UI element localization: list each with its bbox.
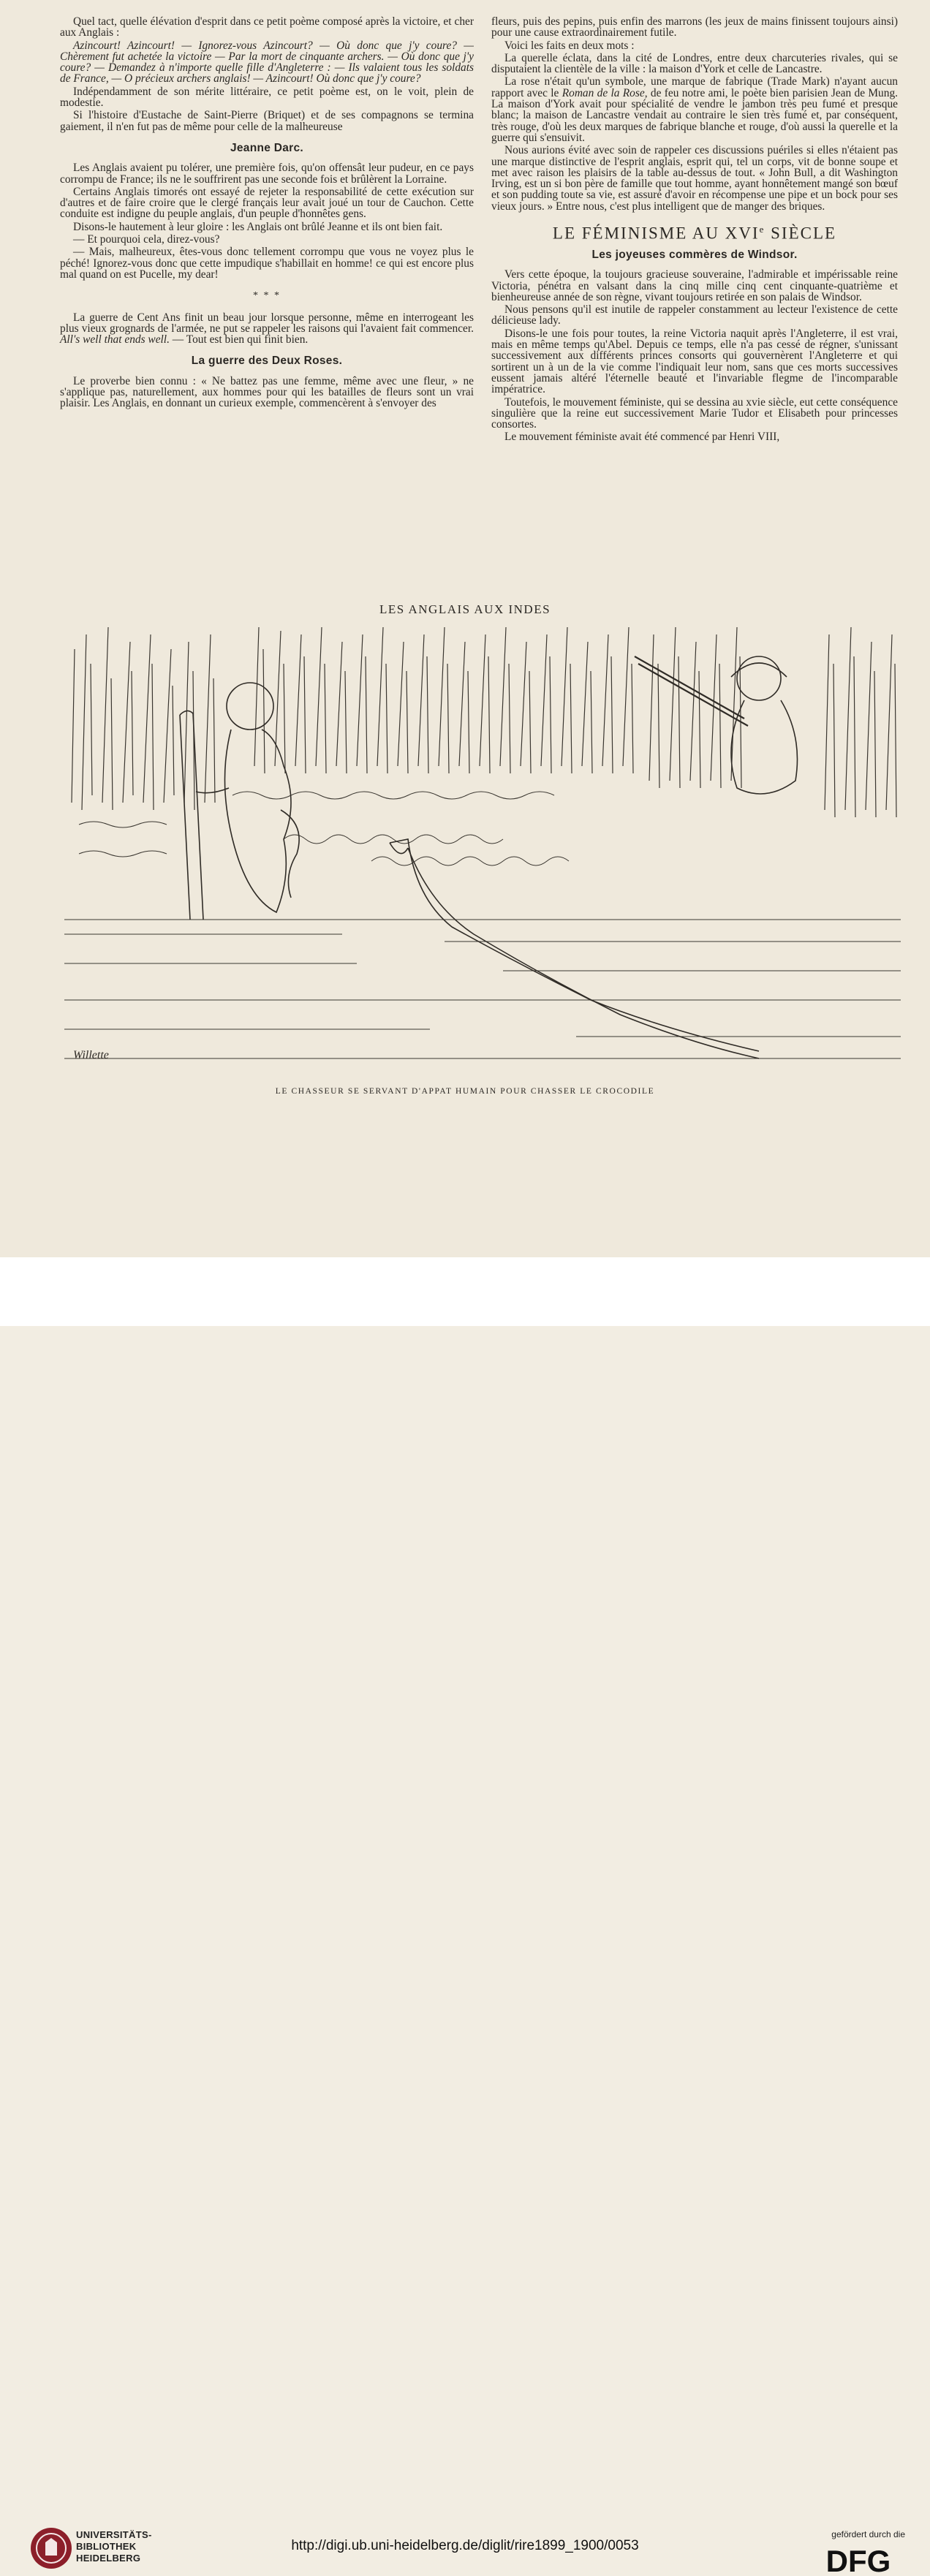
book-title: Roman de la Rose,	[562, 86, 648, 99]
paragraph: Toutefois, le mouvement féministe, qui se dessina au xvie siècle, eut cette conséquence singulière que la reine eut successivement Marie Tudor et Elisabeth pour princesses consortes.	[491, 395, 898, 431]
digitization-footer	[0, 1257, 930, 2576]
paragraph: Nous aurions évité avec soin de rappeler ces discussions puériles si elles n'étaient pas une marque distinctive de l'esprit anglais, esprit qui, tel un corps, vit de bonne soupe et met avec raison les plaisirs de la table au-dessus de tout. « John Bull, a dit Washington Irving, est un si bon père de famille que tout homme, ayant honnêtement mangé son bœuf et son pudding toute sa vie, est assuré d'avoir en récompense une pipe et un bock pour ses vieux jours. » Entre nous, c'est plus intelligent que de manger des briques.	[491, 144, 898, 213]
paragraph: Vers cette époque, la toujours gracieuse souveraine, l'admirable et impérissable reine Victoria, pénétra en valsant dans la cinq mille cinq cent cinquante-quatrième et bienheureuse année de son règne, vivant toujours retirée en son palais de Windsor.	[491, 268, 898, 303]
section-heading-deux-roses: La guerre des Deux Roses.	[191, 355, 343, 368]
article-subtitle: Les joyeuses commères de Windsor.	[591, 249, 798, 261]
right-column	[491, 16, 898, 444]
title-superscript: e	[759, 224, 765, 235]
crocodile	[390, 839, 759, 1058]
text-run: de feu notre ami, le poète bien parisien Jean de Mung. La maison d'York avait pour spécialité de vendre le jambon très peu fumé et presque blanc; la maison de Lancastre vendait au contraire le sien très fumé et, par conséquent, très rouge, d'où les deux marques de fabrique blanche et rouge, d'où aussi la querelle et la guerre qui s'ensuivit.	[491, 86, 898, 144]
paragraph: Disons-le hautement à leur gloire : les Anglais ont brûlé Jeanne et ils ont bien fait.	[73, 220, 443, 233]
paragraph: Quel tact, quelle élévation d'esprit dans ce petit poème composé après la victoire, et cher aux Anglais :	[60, 15, 474, 39]
section-separator: * * *	[253, 290, 281, 302]
dfg-text: DFG	[825, 2544, 891, 2576]
artist-signature: Willette	[73, 1049, 109, 1061]
section-heading-jeanne-darc: Jeanne Darc.	[230, 141, 304, 154]
title-text: LE FÉMINISME AU XVI	[552, 224, 760, 243]
paragraph: Les Anglais avaient pu tolérer, une première fois, qu'on offensât leur pudeur, en ce pays corrompu de France; ils ne le souffrirent pas une seconde fois et brûlèrent la Lorraine.	[60, 162, 474, 186]
paragraph: Certains Anglais timorés ont essayé de rejeter la responsabilité de cette exécution sur d'autres et de faire croire que le clergé français leur avait joué un tour de Cauchon. Cette conduite est indigne du peuple anglais, d'un peuple d'honnêtes gens.	[60, 185, 474, 221]
paragraph: — Et pourquoi cela, direz-vous?	[73, 233, 220, 246]
library-line: BIBLIOTHEK	[76, 2541, 137, 2552]
paragraph: fleurs, puis des pepins, puis enfin des marrons (les jeux de mains finissent toujours ainsi) pour une cause extraordinairement futile.	[491, 15, 898, 39]
text-run: La guerre de Cent Ans finit un beau jour lorsque personne, même en interrogeant les plus vieux grognards de l'armée, ne put se rappeler les raisons qui l'avaient fait commencer.	[60, 311, 474, 335]
source-url-link[interactable]: http://digi.ub.uni-heidelberg.de/diglit/rire1899_1900/0053	[291, 2538, 639, 2553]
ground-scribbles	[64, 792, 901, 1058]
paragraph: La querelle éclata, dans la cité de Londres, entre deux charcuteries rivales, qui se disputaient la clientèle de la ville : la maison d'York et celle de Lancastre.	[491, 51, 898, 76]
paragraph: Le proverbe bien connu : « Ne battez pas une femme, même avec une fleur, » ne s'applique pas, naturellement, aux hommes pour qui les batailles de fleurs sont un vrai plaisir. Les Anglais, en donnant un curieux exemple, commencèrent à s'envoyer des	[60, 374, 474, 410]
illustration-caption: LE CHASSEUR SE SERVANT D'APPAT HUMAIN POUR CHASSER LE CROCODILE	[275, 1087, 655, 1096]
illustration-title: LES ANGLAIS AUX INDES	[379, 602, 551, 616]
english-quote: All's well that ends well.	[60, 333, 170, 346]
paragraph: Si l'histoire d'Eustache de Saint-Pierre (Briquet) et de ses compagnons se termina gaiement, il n'en fut pas de même pour celle de la malheureuse	[60, 109, 474, 133]
funding-label: gefördert durch die	[831, 2529, 905, 2539]
paragraph: Le mouvement féministe avait été commencé par Henri VIII,	[504, 431, 780, 444]
text-run: La rose n'était qu'un symbole, une marque de fabrique (Trade Mark) n'ayant aucun rapport avec le	[491, 75, 898, 99]
illustration	[64, 620, 901, 1079]
paragraph	[491, 76, 898, 143]
article-title	[491, 224, 898, 243]
paragraph: Nous pensons qu'il est inutile de rappeler constamment au lecteur l'existence de cette délicieuse lady.	[491, 303, 898, 327]
paragraph: Voici les faits en deux mots :	[504, 39, 635, 52]
poem-quote: Azincourt! Azincourt! — Ignorez-vous Azincourt? — Où donc que j'y coure? — Chèrement fut achetée la victoire — Par la mort de cinquante archers. — Où donc que j'y coure? — Demandez à n'importe quelle fille d'Angleterre : — Ils valaient tous les soldats de France, — O précieux archers anglais! — Azincourt! Où donc que j'y coure?	[60, 39, 474, 86]
dfg-logo-icon	[813, 2544, 904, 2576]
left-column	[60, 16, 474, 411]
text-run: — Tout est bien qui finit bien.	[172, 333, 309, 346]
paragraph	[60, 312, 474, 346]
paragraph: Indépendamment de son mérite littéraire, ce petit poème est, on le voit, plein de modestie.	[60, 85, 474, 110]
paragraph: Disons-le une fois pour toutes, la reine Victoria naquit après l'Angleterre, il est vrai, mais en même temps qu'Abel. Depuis ce temps, elle n'a pas cessé de régner, s'unissant successivement aux différents princes consorts qui gouvernèrent l'Angleterre et qui sortirent un à un de la vie comme l'indiquait leur nom, sans que ces morts successives eussent jamais altéré l'éternelle beauté et l'invariable flegme de l'incomparable impératrice.	[491, 327, 898, 396]
stake-and-child	[180, 683, 299, 920]
library-line: UNIVERSITÄTS-	[76, 2529, 152, 2540]
title-text-end: SIÈCLE	[765, 224, 837, 243]
engraving-drawing	[64, 620, 901, 1079]
library-line: HEIDELBERG	[76, 2553, 141, 2564]
paragraph: — Mais, malheureux, êtes-vous donc tellement corrompu que vous ne voyez plus le péché! Ignorez-vous donc que cette impudique s'habillait en homme! ce qui est encore plus mal quand on est Pucelle, my dear!	[60, 246, 474, 281]
reeds	[72, 627, 896, 817]
journal-page	[0, 0, 930, 1257]
